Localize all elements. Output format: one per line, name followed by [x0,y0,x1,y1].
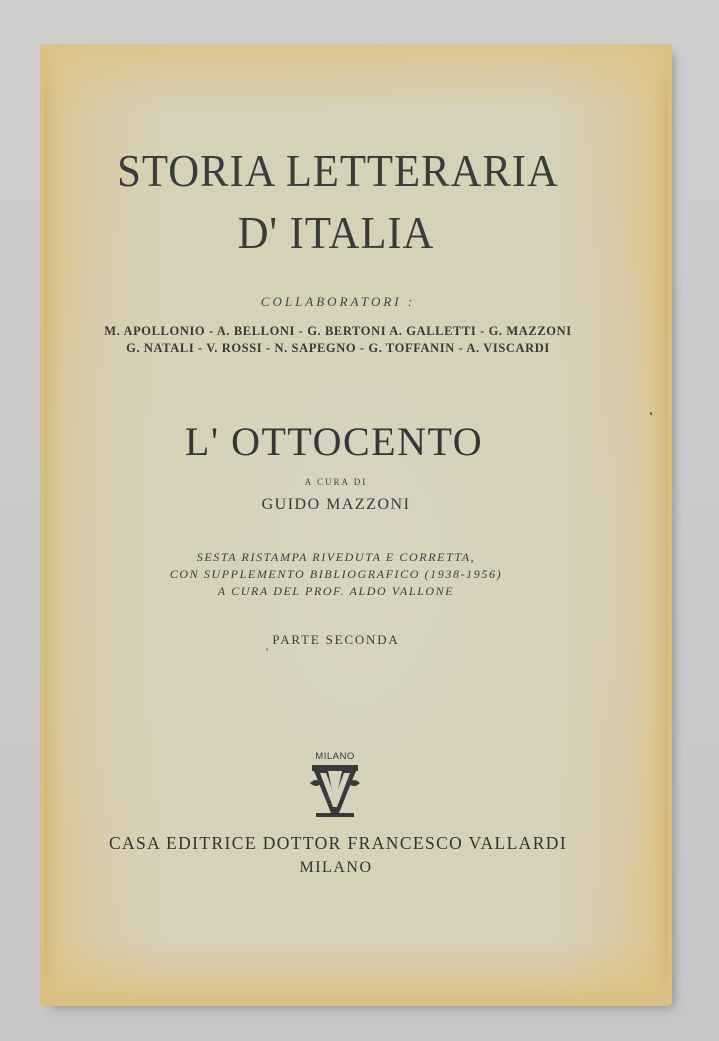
edition-note-line-1: SESTA RISTAMPA RIVEDUTA E CORRETTA, [196,550,476,564]
logo-label: MILANO [315,751,355,762]
publisher-emblem-icon [306,763,364,819]
cover-title-line-1: STORIA LETTERARIA [117,145,559,196]
paper-speck [650,412,652,415]
edition-note-line-2: CON SUPPLEMENTO BIBLIOGRAFICO (1938-1956) [169,567,503,581]
aged-top-band [44,44,668,114]
collaborators-heading: COLLABORATORI : [260,294,416,309]
aged-bottom-band [44,938,668,998]
edition-note-line-3: A CURA DEL PROF. ALDO VALLONE [217,584,455,598]
collaborators-line-2: G. NATALI - V. ROSSI - N. SAPEGNO - G. TOFFANIN - A. VISCARDI [126,341,550,355]
paper-speck [266,648,268,651]
collaborators-line-1: M. APOLLONIO - A. BELLONI - G. BERTONI A. GALLETTI - G. MAZZONI [104,324,572,338]
publisher-name: CASA EDITRICE DOTTOR FRANCESCO VALLARDI [108,833,568,853]
editor-name: GUIDO MAZZONI [261,496,411,513]
publisher-city: MILANO [299,859,373,876]
cover-title-line-2: D' ITALIA [237,207,435,258]
part-label: PARTE SECONDA [272,632,400,647]
a-cura-di-label: A CURA DI [304,477,368,487]
vallardi-publisher-mark-icon [302,751,368,821]
volume-title: L' OTTOCENTO [184,419,484,464]
book-cover [44,44,668,998]
